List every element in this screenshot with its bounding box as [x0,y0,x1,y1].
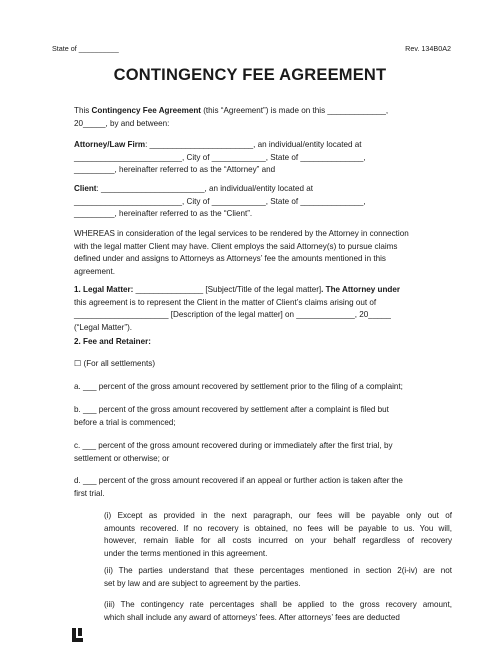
legal-matter-heading: 1. Legal Matter: [74,285,134,294]
fee-subclause-iii: (iii) The contingency rate percentages shall be applied to the gross recovery amount, which shall include any award of attorneys’ fees. After attorneys’ fees are deducted [104,600,452,622]
legal-matter-line-2: this agreement is to represent the Client in the matter of Client’s claims arising out of [74,297,377,307]
fee-retainer-heading: 2. Fee and Retainer: [74,337,151,346]
attorney-line-3: _________, hereinafter referred to as the “Attorney” and [74,165,276,175]
client-label: Client [74,184,97,193]
brand-logo-icon [72,628,83,642]
revision-number: Rev. 134B0A2 [405,44,451,53]
whereas-line-1: WHEREAS in consideration of the legal services to be rendered by the Attorney in connection [74,229,409,238]
legal-matter-line-4: (“Legal Matter”). [74,322,133,332]
attorney-line-1: Attorney/Law Firm: _______________________, an individual/entity located at [74,140,362,149]
intro-line-2: 20_____, by and between: [74,118,170,128]
whereas-line-2: with the legal matter Client may have. Client employs the said Attorney(s) to pursue claims [74,241,398,251]
client-line-2: ________________________, City of ____________, State of ______________, [74,196,366,206]
fee-subclause-i: (i) Except as provided in the next paragraph, our fees will be payable only out of amounts recovered. If no recovery is obtained, no fees will be payable to us. You will, however, remain liable for all costs incurred on your behalf regardless of recovery under the terms mentioned in this agreement. [104,511,452,558]
fee-item-b: b. ___ percent of the gross amount recovered by settlement after a complaint is filed but before a trial is commenced; [74,405,389,427]
state-field: State of __________ [52,44,119,53]
settlements-checkbox-line[interactable]: ☐ (For all settlements) [74,359,156,368]
fee-item-a: a. ___ percent of the gross amount recovered by settlement prior to the filing of a complaint; [74,382,403,391]
document-title: CONTINGENCY FEE AGREEMENT [113,66,387,84]
whereas-line-4: agreement. [74,266,115,276]
client-line-3: _________, hereinafter referred to as the “Client”. [74,209,253,219]
fee-subclause-ii: (ii) The parties understand that these percentages mentioned in section 2(i-iv) are not set by law and are subject to agreement by the parties. [104,566,452,588]
intro-line-1: This Contingency Fee Agreement (this “Agreement”) is made on this _____________, [74,106,389,115]
legal-matter-line-1: 1. Legal Matter: _______________ [Subject/Title of the legal matter]. The Attorney under [74,285,401,294]
fee-item-c: c. ___ percent of the gross amount recovered during or immediately after the first trial, by settlement or otherwise; or [74,441,393,463]
legal-matter-line-3: _____________________ [Description of the legal matter] on _____________, 20_____ [74,310,391,320]
intro-paragraph [74,105,454,130]
attorney-line-2: ________________________, City of ____________, State of ______________, [74,152,366,162]
attorney-label: Attorney/Law Firm [74,140,146,149]
attorney-paragraph [74,139,454,177]
whereas-paragraph [74,228,454,278]
fee-item-d: d. ___ percent of the gross amount recovered if an appeal or further action is taken after the first trial. [74,476,403,498]
section-legal-matter [74,284,454,334]
whereas-line-3: defined under and assigns to Attorneys as Attorneys’ fee the amounts mentioned in this [74,254,386,264]
client-line-1: Client: _______________________, an individual/entity located at [74,184,313,193]
agreement-name: Contingency Fee Agreement [91,106,201,115]
client-paragraph [74,183,454,221]
